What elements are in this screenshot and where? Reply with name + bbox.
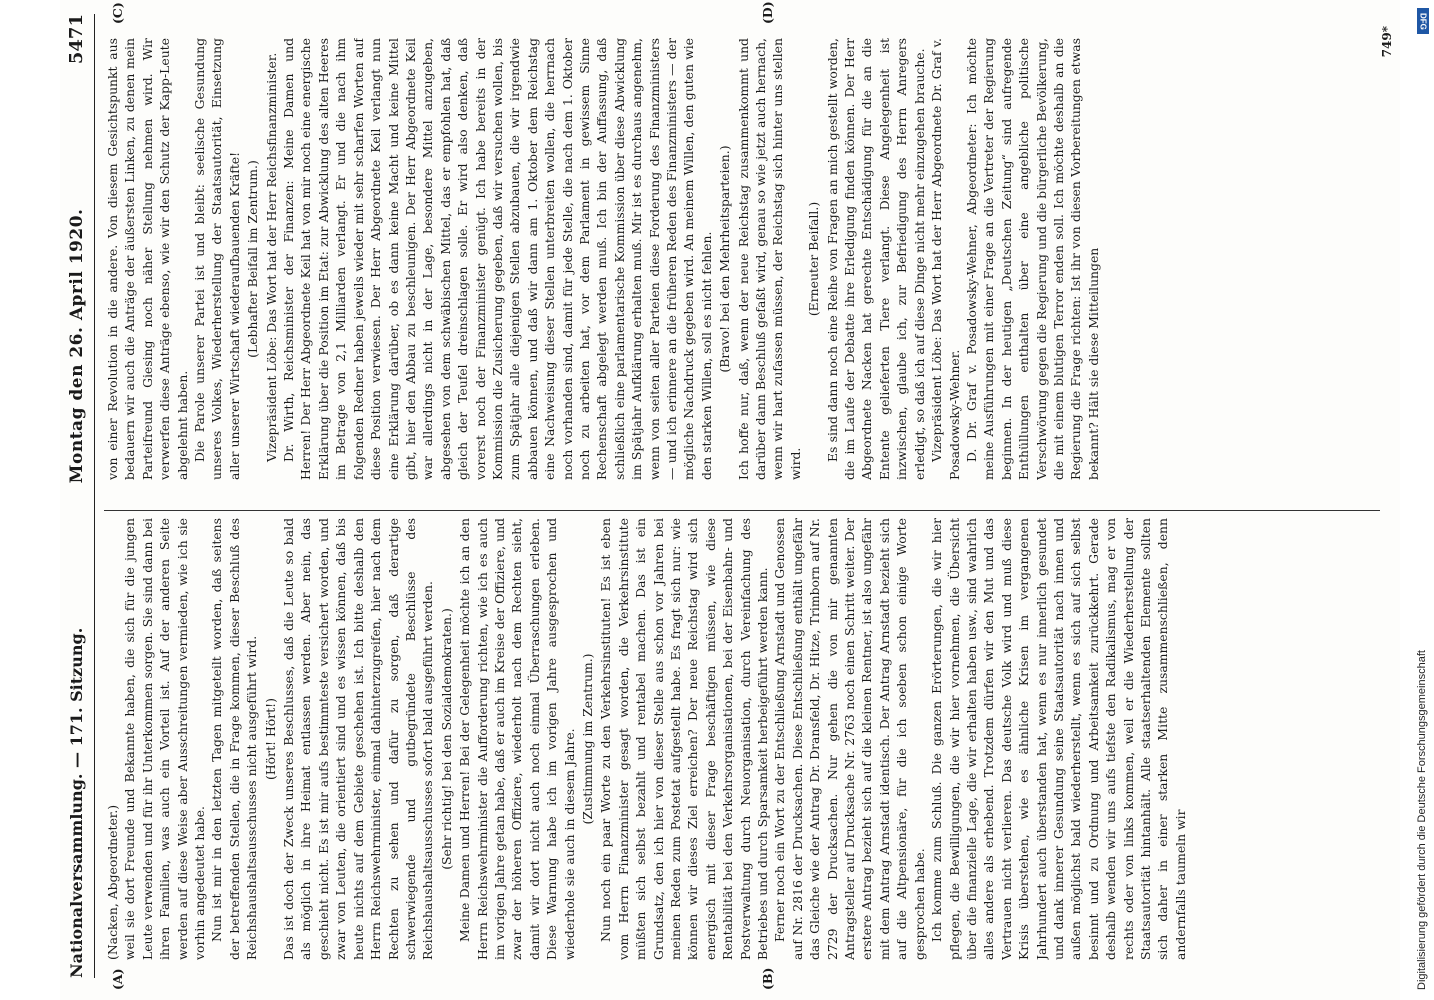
paragraph: Nun noch ein paar Worte zu den Verkehrsinstituten! Es ist eben vom Herrn Finanzminister gesagt worden, die Verkehrsinstitute müßten sich selbst bezahlt und rentabel machen. Das ist ein Grundsatz, den ich hier von dieser Stelle aus schon vor Jahren bei meinen Reden zum Postetat aufgestellt habe. Es fragt sich nur: wie können wir dieses Ziel erreichen? Der neue Reichstag wird sich energisch mit dieser Frage beschäftigen müssen, wie diese Rentabilität bei den Verkehrsorganisationen, bei der Eisenbahn- und Postverwaltung durch Neuorganisation, durch Vereinfachung des Betriebes und durch Sparsamkeit herbeigeführt werden kann. — [598, 518, 771, 960]
interjection: (Zustimmung im Zentrum.) — [579, 653, 595, 825]
right-text-column — [104, 38, 1382, 480]
interjection: (Erneuter Beifall.) — [806, 201, 822, 317]
paragraph: Die Parole unserer Partei ist und bleibt: seelische Gesundung unseres Volkes, Wiederherstellung der Staatsautorität, Einsetzung aller unserer Wirtschaft wiederaufbauenden Kräfte! — [192, 38, 242, 480]
page-header — [66, 14, 92, 978]
margin-mark-a: (A) — [110, 968, 125, 990]
paragraph: Ich hoffe nur, daß, wenn der neue Reichstag zusammenkommt und darüber dann Beschluß gefaßt wird, genau so wie jetzt auch hernach, wenn wir hart zufassen müssen, der Reichstag sich hinter uns stellen wird. — [735, 38, 803, 480]
header-rule — [94, 14, 95, 978]
dfg-logo: DFG — [1417, 8, 1429, 34]
interjection: (Bravo! bei den Mehrheitsparteien.) — [717, 145, 733, 373]
paragraph: Nun ist mir in den letzten Tagen mitgeteilt worden, daß seitens der betreffenden Stellen, die in Frage kommen, dieser Beschluß des Reichshaushaltsausschusses nicht ausgeführt wird. — [209, 518, 260, 960]
paragraph: weil sie dort Freunde und Bekannte haben, die sich für die jungen Leute verwenden und für ihr Unterkommen sorgen. Sie sind dann bei ihren Familien, was auch ein Vorteil ist. Auf der anderen Seite werden auf diese Weise aber Ausschreitungen vermieden, wie ich sie vorhin angedeutet habe. — [122, 518, 208, 960]
paragraph: Es sind dann noch eine Reihe von Fragen an mich gestellt worden, die im Laufe der Debatte ihre Erledigung finden können. Der Herr Abgeordnete Nacken hat gerechte Entschädigung für die an die Entente gelieferten Tiere verlangt. Diese Angelegenheit ist inzwischen, glaube ich, zur Befriedigung des Herrn Anregers erledigt, so daß ich auf diese Dinge nicht mehr einzugehen brauche. — [824, 38, 927, 480]
margin-mark-b: (B) — [760, 967, 775, 990]
interjection: (Lebhafter Beifall im Zentrum.) — [245, 160, 261, 358]
paragraph: Ferner noch ein Wort zu der Entschließung Arnstadt und Genossen auf Nr. 2816 der Drucksachen. Diese Entschließung enthält ungefähr das Gleiche wie der Antrag Dr. Dransfeld, Dr. Hitze, Trimborn auf Nr. 2729 der Drucksachen. Nur gehen die von mir genannten Antragsteller auf Drucksache Nr. 2763 noch einen Schritt weiter. Der erstere Antrag bezieht sich auf die kleinen Rentner, ist also ungefähr mit dem Antrag Arnstadt identisch. Der Antrag Arnstadt bezieht sich auf die Altpensionäre, für die ich soeben schon einige Worte gesprochen habe. — [772, 518, 927, 960]
paragraph: Dr. Wirth, Reichsminister der Finanzen: Meine Damen und Herren! Der Herr Abgeordnete Keil hat von mir noch eine energische Erklärung über die Position im Etat: zur Abwicklung des alten Heeres im Betrage von 2,1 Milliarden verlangt. Er und die nach ihm folgenden Redner haben jeweils wieder mit sehr scharfen Worten auf diese Position verwiesen. Der Herr Abgeordnete Keil verlangt nun eine Erklärung darüber, ob es dann keine Macht und keine Mittel gibt, hier den Abbau zu beschleunigen. Der Herr Abgeordnete Keil war allerdings nicht in der Lage, besondere Mittel anzugeben, abgesehen von dem schwäbischen Mittel, das er empfohlen hat, daß gleich der Teufel dreinschlagen solle. Er wird also denken, daß vorerst noch der Finanzminister genügt. Ich habe bereits in der Kommission die Zusicherung gegeben, daß wir versuchen wollen, bis zum Spätjahr alle diejenigen Stellen abzubauen, die wir irgendwie abbauen können, und daß wir dann am 1. Oktober dem Reichstag eine Nachweisung dieser Stellen unterbreiten wollen, die herrnach noch vorhanden sind, damit für jede Stelle, die nach dem 1. Oktober noch zu arbeiten hat, vor dem Parlament in gewissem Sinne Rechenschaft abgelegt werden muß. Ich bin der Auffassung, daß schließlich eine parlamentarische Kommission über diese Abwicklung im Spätjahr Aufklärung erhalten muß. Mir ist es durchaus angenehm, wenn von seiten aller Parteien diese Forderung des Finanzministers — und ich erinnere an die früheren Reden des Finanzministers — der mögliche Nachdruck gegeben wird. An meinem Willen, den guten wie den starken Willen, soll es nicht fehlen. — [281, 38, 714, 480]
paragraph: Vizepräsident Löbe: Das Wort hat der Herr Abgeordnete Dr. Graf v. Posadowsky-Wehner. — [929, 38, 962, 480]
interjection: (Hört! Hört!) — [262, 698, 278, 780]
paragraph: Vizepräsident Löbe: Das Wort hat der Herr Reichsfinanzminister. — [263, 52, 279, 462]
paragraph: (Nacken, Abgeordneter.) — [105, 804, 120, 960]
left-text-column — [104, 518, 1382, 960]
interjection: (Sehr richtig! bei den Sozialdemokraten.) — [438, 608, 454, 870]
sheet-signature: 749* — [1380, 26, 1394, 58]
document-page — [60, 0, 1400, 1000]
digitization-text: Digitalisierung gefördert durch die Deutsche Forschungsgemeinschaft — [1416, 650, 1428, 990]
paragraph: Das ist doch der Zweck unseres Beschlusses, daß die Leute so bald als möglich in ihre Heimat entlassen werden. Aber nein, das geschieht nicht. Es ist mir aufs bestimmteste versichert worden, und zwar von Leuten, die orientiert sind und es wissen können, daß bis heute nichts auf dem Gebiete geschehen ist. Ich bitte deshalb den Herrn Reichswehrminister, einmal dahinterzugreifen, hier nach dem Rechten zu sehen und dafür zu sorgen, daß derartige schwerwiegende und gutbegründete Beschlüsse des Reichshaushaltsausschusses sofort bald ausgeführt werden. — [281, 518, 436, 960]
digitization-note — [1412, 0, 1434, 1000]
column-divider — [104, 510, 1380, 511]
paragraph: Ich komme zum Schluß. Die ganzen Erörterungen, die wir hier pflegen, die Bewilligungen, die wir hier vornehmen, die Übersicht über die finanzielle Lage, die wir erhalten haben usw., sind wahrlich alles andere als erhebend. Trotzdem dürfen wir den Mut und das Vertrauen nicht verlieren. Das deutsche Volk wird und muß diese Krisis überstehen, wie es ähnliche Krisen im vergangenen Jahrhundert auch überstanden hat, wenn es nur innerlich gesundet und dank innerer Gesundung seine Staatsautorität nach innen und außen möglichst bald wiederherstellt, wenn es sich auf sich selbst besinnt und zu Ordnung und Arbeitsamkeit zurückkehrt. Gerade deshalb wenden wir uns aufs tiefste den Radikalismus, mag er von rechts oder von links kommen, weil er die Wiederherstellung der Staatsautorität hintanhält. Alle staatserhaltenden Elemente sollten sich daher in einer starken Mitte zusammenschließen, denn andernfalls taumeln wir — [929, 518, 1188, 960]
margin-mark-c: (C) — [110, 2, 125, 24]
margin-mark-d: (D) — [760, 1, 775, 24]
paragraph: Meine Damen und Herren! Bei der Gelegenheit möchte ich an den Herrn Reichswehrminister die Aufforderung richten, wie ich es auch im vorigen Jahre getan habe, daß er auch im Kreise der Offiziere, und zwar der höheren Offiziere, wiederholt nach dem Rechten sieht, damit wir dort nicht auch noch einmal Überraschungen erleben. Diese Warnung habe ich im vorigen Jahre ausgesprochen und wiederhole sie auch in diesem Jahre. — [457, 518, 577, 960]
header-title: Nationalversammlung. — 171. Sitzung. — [67, 627, 86, 978]
paragraph: D. Dr. Graf v. Posadowsky-Wehner, Abgeordneter: Ich möchte meine Ausführungen mit einer Frage an die Vertreter der Regierung beginnen. In der heutigen „Deutschen Zeitung“ sind aufregende Enthüllungen enthalten über eine angebliche politische Verschwörung gegen die Regierung und die bürgerliche Bevölkerung, die mit einem blutigen Terror enden soll. Ich möchte deshalb an die Regierung die Frage richten: Ist ihr von diesen Vorbereitungen etwas bekannt? Hält sie diese Mitteilungen — [963, 38, 1101, 480]
paragraph: von einer Revolution in die andere. Von diesem Gesichtspunkt aus bedauern wir auch die Anträge der äußersten Linken, zu denen mein Parteifreund Giesing noch näher Stellung nehmen wird. Wir verwerfen diese Anträge ebenso, wie wir den Schutz der Kapp-Leute abgelehnt haben. — [105, 38, 190, 480]
header-date: Montag den 26. April 1920. — [67, 208, 87, 484]
page-number: 5471 — [66, 14, 87, 65]
